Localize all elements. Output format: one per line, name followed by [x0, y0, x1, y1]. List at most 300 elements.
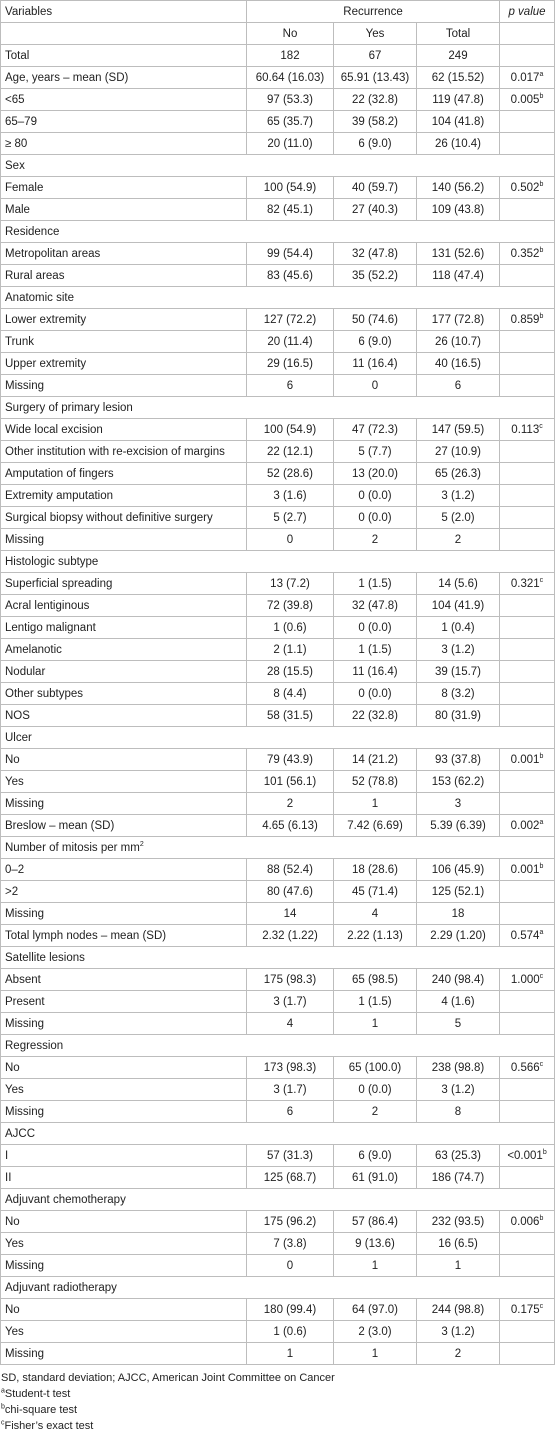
table-row	[1, 1079, 555, 1101]
p-value-cell	[500, 595, 555, 617]
p-value-cell: 0.175$^c$	[500, 1299, 555, 1321]
row-label: Upper extremity	[1, 353, 247, 375]
yes-value-cell: 9 (13.6)	[334, 1233, 417, 1255]
p-value-cell	[500, 661, 555, 683]
total-value-cell: 5	[417, 1013, 500, 1035]
section-header-row	[1, 1123, 555, 1145]
total-value-cell: 186 (74.7)	[417, 1167, 500, 1189]
blank-header-cell	[1, 23, 247, 45]
table-row	[1, 925, 555, 947]
row-label: Lentigo malignant	[1, 617, 247, 639]
table-row	[1, 1167, 555, 1189]
row-label: Missing	[1, 1343, 247, 1365]
row-label: Male	[1, 199, 247, 221]
footnote-line: $^a$Student-t test	[1, 1387, 71, 1400]
table-row	[1, 1145, 555, 1167]
no-value-cell: 127 (72.2)	[247, 309, 334, 331]
no-value-cell: 99 (54.4)	[247, 243, 334, 265]
yes-value-cell: 47 (72.3)	[334, 419, 417, 441]
table-row	[1, 815, 555, 837]
footnote-line: $^b$chi-square test	[1, 1403, 78, 1416]
yes-value-cell: 45 (71.4)	[334, 881, 417, 903]
row-label: Present	[1, 991, 247, 1013]
no-value-cell: 60.64 (16.03)	[247, 67, 334, 89]
table-row	[1, 243, 555, 265]
no-value-cell: 65 (35.7)	[247, 111, 334, 133]
no-value-cell: 20 (11.4)	[247, 331, 334, 353]
no-value-cell: 6	[247, 375, 334, 397]
yes-value-cell: 13 (20.0)	[334, 463, 417, 485]
yes-value-cell: 11 (16.4)	[334, 353, 417, 375]
yes-value-cell: 0	[334, 375, 417, 397]
total-value-cell: 26 (10.7)	[417, 331, 500, 353]
section-header-row	[1, 287, 555, 309]
no-value-cell: 3 (1.7)	[247, 1079, 334, 1101]
yes-value-cell: 67	[334, 45, 417, 67]
total-value-cell: 177 (72.8)	[417, 309, 500, 331]
yes-value-cell: 7.42 (6.69)	[334, 815, 417, 837]
section-header-row	[1, 727, 555, 749]
test-footnote-marker: b	[539, 752, 544, 760]
no-column-header: No	[247, 23, 334, 45]
no-value-cell: 88 (52.4)	[247, 859, 334, 881]
yes-value-cell: 1	[334, 1343, 417, 1365]
p-value-cell	[500, 1079, 555, 1101]
no-value-cell: 28 (15.5)	[247, 661, 334, 683]
no-value-cell: 0	[247, 1255, 334, 1277]
total-value-cell: 3 (1.2)	[417, 639, 500, 661]
total-value-cell: 106 (45.9)	[417, 859, 500, 881]
test-footnote-marker: a	[539, 818, 544, 826]
row-label: No	[1, 1211, 247, 1233]
p-value-cell	[500, 617, 555, 639]
p-value-cell	[500, 529, 555, 551]
row-label: Yes	[1, 1079, 247, 1101]
total-value-cell: 3	[417, 793, 500, 815]
table-row	[1, 903, 555, 925]
test-footnote-marker: c	[539, 576, 544, 584]
row-label: Nodular	[1, 661, 247, 683]
test-footnote-marker: c	[539, 422, 543, 430]
total-value-cell: 153 (62.2)	[417, 771, 500, 793]
no-value-cell: 101 (56.1)	[247, 771, 334, 793]
total-value-cell: 131 (52.6)	[417, 243, 500, 265]
row-label: Missing	[1, 1255, 247, 1277]
yes-value-cell: 64 (97.0)	[334, 1299, 417, 1321]
row-label: Breslow – mean (SD)	[1, 815, 247, 837]
no-value-cell: 2	[247, 793, 334, 815]
p-value-cell	[500, 441, 555, 463]
p-value-cell: 0.502$^b$	[500, 177, 555, 199]
p-value-cell: 0.002$^a$	[500, 815, 555, 837]
test-footnote-marker: c	[539, 1302, 544, 1310]
table-row	[1, 793, 555, 815]
row-label: Total	[1, 45, 247, 67]
row-label: Total lymph nodes – mean (SD)	[1, 925, 247, 947]
total-value-cell: 93 (37.8)	[417, 749, 500, 771]
p-value-cell	[500, 1013, 555, 1035]
no-value-cell: 1 (0.6)	[247, 1321, 334, 1343]
total-value-cell: 18	[417, 903, 500, 925]
row-label: Lower extremity	[1, 309, 247, 331]
table-row	[1, 595, 555, 617]
yes-value-cell: 32 (47.8)	[334, 595, 417, 617]
table-row	[1, 133, 555, 155]
p-value-cell	[500, 683, 555, 705]
header-row-2	[1, 23, 555, 45]
total-value-cell: 80 (31.9)	[417, 705, 500, 727]
yes-value-cell: 61 (91.0)	[334, 1167, 417, 1189]
yes-value-cell: 27 (40.3)	[334, 199, 417, 221]
no-value-cell: 3 (1.7)	[247, 991, 334, 1013]
section-label: AJCC	[1, 1123, 555, 1145]
table-row	[1, 375, 555, 397]
row-label: Missing	[1, 529, 247, 551]
row-label: Missing	[1, 1101, 247, 1123]
table-row	[1, 463, 555, 485]
no-value-cell: 6	[247, 1101, 334, 1123]
row-label: Yes	[1, 771, 247, 793]
no-value-cell: 14	[247, 903, 334, 925]
total-value-cell: 109 (43.8)	[417, 199, 500, 221]
no-value-cell: 100 (54.9)	[247, 419, 334, 441]
no-value-cell: 5 (2.7)	[247, 507, 334, 529]
p-value-cell: 0.859$^b$	[500, 309, 555, 331]
row-label: Superficial spreading	[1, 573, 247, 595]
row-label: Missing	[1, 375, 247, 397]
no-value-cell: 1 (0.6)	[247, 617, 334, 639]
total-value-cell: 65 (26.3)	[417, 463, 500, 485]
table-row	[1, 507, 555, 529]
p-value-cell	[500, 1255, 555, 1277]
row-label: ≥ 80	[1, 133, 247, 155]
footnote-line: $^c$Fisher’s exact test	[1, 1419, 94, 1432]
yes-value-cell: 11 (16.4)	[334, 661, 417, 683]
total-value-cell: 140 (56.2)	[417, 177, 500, 199]
row-label: Trunk	[1, 331, 247, 353]
p-value-cell	[500, 199, 555, 221]
no-value-cell: 125 (68.7)	[247, 1167, 334, 1189]
yes-value-cell: 52 (78.8)	[334, 771, 417, 793]
table-row	[1, 177, 555, 199]
table-row	[1, 1255, 555, 1277]
p-value-cell	[500, 45, 555, 67]
yes-value-cell: 1	[334, 1255, 417, 1277]
test-footnote-marker: b	[539, 1214, 544, 1222]
total-value-cell: 2	[417, 1343, 500, 1365]
total-value-cell: 3 (1.2)	[417, 485, 500, 507]
no-value-cell: 82 (45.1)	[247, 199, 334, 221]
row-label: 65–79	[1, 111, 247, 133]
section-header-row	[1, 947, 555, 969]
blank-header-cell	[500, 23, 555, 45]
total-value-cell: 4 (1.6)	[417, 991, 500, 1013]
section-header-row	[1, 1189, 555, 1211]
no-value-cell: 57 (31.3)	[247, 1145, 334, 1167]
section-header-row	[1, 1277, 555, 1299]
total-value-cell: 119 (47.8)	[417, 89, 500, 111]
section-label: Surgery of primary lesion	[1, 397, 555, 419]
no-value-cell: 175 (98.3)	[247, 969, 334, 991]
total-value-cell: 104 (41.8)	[417, 111, 500, 133]
row-label: Wide local excision	[1, 419, 247, 441]
row-label: Absent	[1, 969, 247, 991]
table-row	[1, 529, 555, 551]
yes-value-cell: 65.91 (13.43)	[334, 67, 417, 89]
no-value-cell: 52 (28.6)	[247, 463, 334, 485]
total-value-cell: 26 (10.4)	[417, 133, 500, 155]
no-value-cell: 180 (99.4)	[247, 1299, 334, 1321]
total-value-cell: 118 (47.4)	[417, 265, 500, 287]
no-value-cell: 29 (16.5)	[247, 353, 334, 375]
no-value-cell: 4	[247, 1013, 334, 1035]
section-header-row	[1, 397, 555, 419]
row-label: Amputation of fingers	[1, 463, 247, 485]
table-row	[1, 683, 555, 705]
section-header-row	[1, 1035, 555, 1057]
table-row	[1, 705, 555, 727]
no-value-cell: 79 (43.9)	[247, 749, 334, 771]
p-value-cell	[500, 639, 555, 661]
p-value-cell	[500, 375, 555, 397]
no-value-cell: 100 (54.9)	[247, 177, 334, 199]
p-value-cell	[500, 331, 555, 353]
row-label: Extremity amputation	[1, 485, 247, 507]
table-row	[1, 89, 555, 111]
section-label: Number of mitosis per $mm^2$	[1, 837, 555, 859]
no-value-cell: 175 (96.2)	[247, 1211, 334, 1233]
table-row	[1, 331, 555, 353]
p-value-cell	[500, 111, 555, 133]
yes-value-cell: 6 (9.0)	[334, 133, 417, 155]
row-label: Other institution with re-excision of margins	[1, 441, 247, 463]
p-value-cell	[500, 485, 555, 507]
yes-value-cell: 14 (21.2)	[334, 749, 417, 771]
yes-value-cell: 0 (0.0)	[334, 507, 417, 529]
p-value-cell: 0.001$^b$	[500, 749, 555, 771]
table-row	[1, 1211, 555, 1233]
test-footnote-marker: b	[539, 862, 544, 870]
table-row	[1, 749, 555, 771]
yes-value-cell: 18 (28.6)	[334, 859, 417, 881]
total-value-cell: 249	[417, 45, 500, 67]
row-label: 0–2	[1, 859, 247, 881]
p-value-cell: 0.001$^b$	[500, 859, 555, 881]
table-row	[1, 639, 555, 661]
yes-value-cell: 1	[334, 1013, 417, 1035]
no-value-cell: 4.65 (6.13)	[247, 815, 334, 837]
total-value-cell: 6	[417, 375, 500, 397]
table-row	[1, 353, 555, 375]
section-header-row	[1, 221, 555, 243]
test-footnote-marker: a	[539, 70, 544, 78]
p-value-cell: 0.352$^b$	[500, 243, 555, 265]
row-label: Rural areas	[1, 265, 247, 287]
section-label: Sex	[1, 155, 555, 177]
table-row	[1, 419, 555, 441]
p-value-cell	[500, 771, 555, 793]
no-value-cell: 0	[247, 529, 334, 551]
table-row	[1, 991, 555, 1013]
p-value-cell	[500, 903, 555, 925]
total-value-cell: 8 (3.2)	[417, 683, 500, 705]
row-label: <65	[1, 89, 247, 111]
section-label: Regression	[1, 1035, 555, 1057]
header-row-1	[1, 1, 555, 23]
table-row	[1, 1233, 555, 1255]
total-value-cell: 2.29 (1.20)	[417, 925, 500, 947]
table-row	[1, 771, 555, 793]
test-footnote-marker: a	[539, 928, 544, 936]
yes-value-cell: 6 (9.0)	[334, 331, 417, 353]
p-value-cell: 1.000$^c$	[500, 969, 555, 991]
section-label: Ulcer	[1, 727, 555, 749]
row-label: Acral lentiginous	[1, 595, 247, 617]
yes-value-cell: 0 (0.0)	[334, 683, 417, 705]
row-label: No	[1, 1057, 247, 1079]
total-value-cell: 16 (6.5)	[417, 1233, 500, 1255]
total-value-cell: 3 (1.2)	[417, 1079, 500, 1101]
total-value-cell: 5.39 (6.39)	[417, 815, 500, 837]
yes-value-cell: 2 (3.0)	[334, 1321, 417, 1343]
section-header-row	[1, 155, 555, 177]
yes-value-cell: 2	[334, 529, 417, 551]
yes-value-cell: 4	[334, 903, 417, 925]
total-value-cell: 147 (59.5)	[417, 419, 500, 441]
yes-value-cell: 40 (59.7)	[334, 177, 417, 199]
total-value-cell: 63 (25.3)	[417, 1145, 500, 1167]
total-column-header: Total	[417, 23, 500, 45]
yes-value-cell: 35 (52.2)	[334, 265, 417, 287]
test-footnote-marker: b	[542, 1148, 547, 1156]
yes-value-cell: 65 (100.0)	[334, 1057, 417, 1079]
total-value-cell: 232 (93.5)	[417, 1211, 500, 1233]
row-label: Other subtypes	[1, 683, 247, 705]
p-value-cell: 0.006$^b$	[500, 1211, 555, 1233]
section-label: Satellite lesions	[1, 947, 555, 969]
table-row	[1, 1057, 555, 1079]
test-footnote-marker: b	[539, 312, 544, 320]
yes-value-cell: 1	[334, 793, 417, 815]
row-label: No	[1, 1299, 247, 1321]
table-row	[1, 1343, 555, 1365]
total-value-cell: 104 (41.9)	[417, 595, 500, 617]
test-footnote-marker: b	[539, 180, 544, 188]
no-value-cell: 20 (11.0)	[247, 133, 334, 155]
section-label: Adjuvant radiotherapy	[1, 1277, 555, 1299]
total-value-cell: 8	[417, 1101, 500, 1123]
section-label: Adjuvant chemotherapy	[1, 1189, 555, 1211]
test-footnote-marker: c	[539, 972, 544, 980]
no-value-cell: 7 (3.8)	[247, 1233, 334, 1255]
table-row	[1, 1299, 555, 1321]
table-body	[1, 45, 555, 1365]
total-value-cell: 238 (98.8)	[417, 1057, 500, 1079]
no-value-cell: 182	[247, 45, 334, 67]
no-value-cell: 97 (53.3)	[247, 89, 334, 111]
variables-header: Variables	[1, 1, 247, 23]
row-label: Female	[1, 177, 247, 199]
yes-value-cell: 65 (98.5)	[334, 969, 417, 991]
p-value-cell: <0.001$^b$	[500, 1145, 555, 1167]
no-value-cell: 173 (98.3)	[247, 1057, 334, 1079]
total-value-cell: 14 (5.6)	[417, 573, 500, 595]
row-label: Yes	[1, 1233, 247, 1255]
total-value-cell: 62 (15.52)	[417, 67, 500, 89]
p-value-cell: 0.321$^c$	[500, 573, 555, 595]
test-footnote-marker: b	[539, 246, 544, 254]
p-value-cell	[500, 1167, 555, 1189]
no-value-cell: 58 (31.5)	[247, 705, 334, 727]
total-value-cell: 2	[417, 529, 500, 551]
row-label: Missing	[1, 1013, 247, 1035]
yes-value-cell: 2	[334, 1101, 417, 1123]
row-label: NOS	[1, 705, 247, 727]
total-value-cell: 39 (15.7)	[417, 661, 500, 683]
yes-value-cell: 2.22 (1.13)	[334, 925, 417, 947]
no-value-cell: 3 (1.6)	[247, 485, 334, 507]
table-row	[1, 1321, 555, 1343]
yes-value-cell: 1 (1.5)	[334, 573, 417, 595]
row-label: Missing	[1, 903, 247, 925]
p-value-cell	[500, 705, 555, 727]
table-row	[1, 617, 555, 639]
row-label: Surgical biopsy without definitive surgery	[1, 507, 247, 529]
total-value-cell: 240 (98.4)	[417, 969, 500, 991]
section-label: Histologic subtype	[1, 551, 555, 573]
table-row	[1, 441, 555, 463]
yes-value-cell: 32 (47.8)	[334, 243, 417, 265]
no-value-cell: 13 (7.2)	[247, 573, 334, 595]
p-value-cell	[500, 991, 555, 1013]
table-row	[1, 859, 555, 881]
p-value-cell	[500, 793, 555, 815]
section-header-row	[1, 551, 555, 573]
total-value-cell: 5 (2.0)	[417, 507, 500, 529]
yes-value-cell: 6 (9.0)	[334, 1145, 417, 1167]
table-row	[1, 45, 555, 67]
footnotes	[0, 1365, 555, 1434]
row-label: Age, years – mean (SD)	[1, 67, 247, 89]
footnote-line: SD, standard deviation; AJCC, American Joint Committee on Cancer	[1, 1372, 335, 1384]
yes-column-header: Yes	[334, 23, 417, 45]
p-value-cell: 0.005$^b$	[500, 89, 555, 111]
no-value-cell: 8 (4.4)	[247, 683, 334, 705]
row-label: Missing	[1, 793, 247, 815]
no-value-cell: 80 (47.6)	[247, 881, 334, 903]
yes-value-cell: 22 (32.8)	[334, 705, 417, 727]
table-row	[1, 1101, 555, 1123]
yes-value-cell: 5 (7.7)	[334, 441, 417, 463]
table-row	[1, 199, 555, 221]
no-value-cell: 1	[247, 1343, 334, 1365]
table-row	[1, 309, 555, 331]
p-value-cell	[500, 353, 555, 375]
total-value-cell: 40 (16.5)	[417, 353, 500, 375]
p-value-cell	[500, 265, 555, 287]
table-row	[1, 661, 555, 683]
p-value-cell	[500, 463, 555, 485]
section-label: Anatomic site	[1, 287, 555, 309]
p-value-cell	[500, 1321, 555, 1343]
no-value-cell: 22 (12.1)	[247, 441, 334, 463]
no-value-cell: 83 (45.6)	[247, 265, 334, 287]
total-value-cell: 27 (10.9)	[417, 441, 500, 463]
total-value-cell: 244 (98.8)	[417, 1299, 500, 1321]
table-row	[1, 969, 555, 991]
row-label: Metropolitan areas	[1, 243, 247, 265]
yes-value-cell: 50 (74.6)	[334, 309, 417, 331]
